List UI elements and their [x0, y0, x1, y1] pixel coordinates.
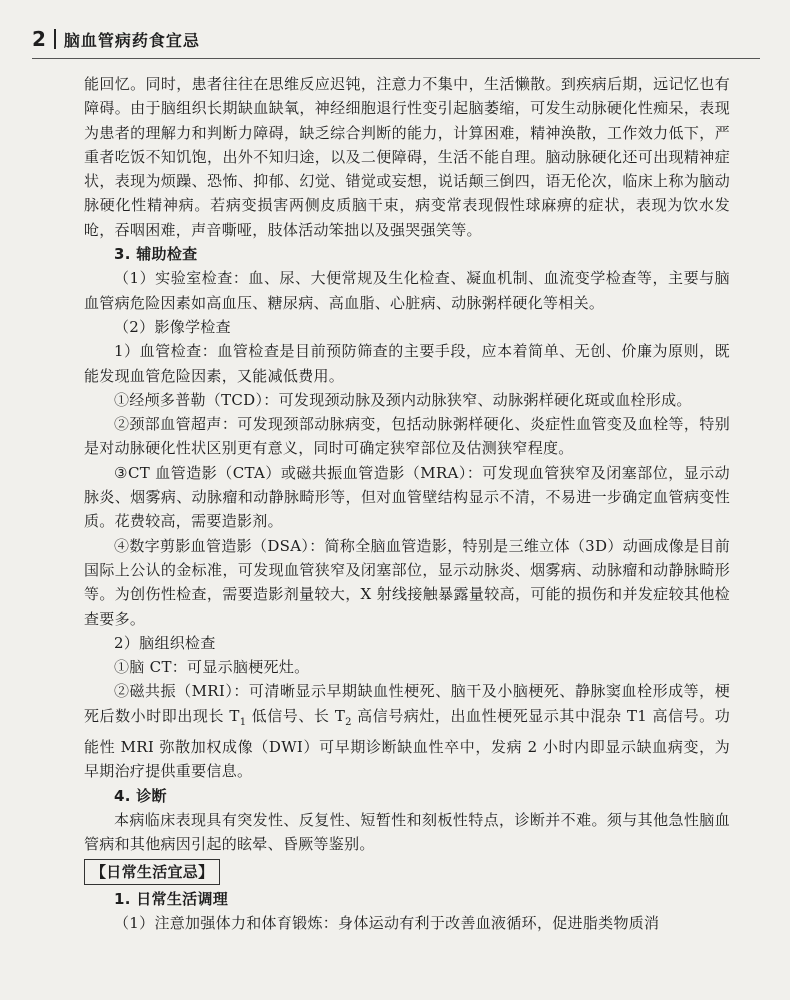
paragraph-diagnosis: 本病临床表现具有突发性、反复性、短暂性和刻板性特点，诊断并不难。须与其他急性脑血管病和其他病因引起的眩晕、昏厥等鉴别。 — [84, 810, 730, 854]
mri-text-a: ②磁共振（MRI）：可清晰显示早期缺血性梗死、脑干及小脑梗死、静脉窦血栓形成等，梗死后数小时即出现长 T — [84, 682, 730, 725]
paragraph-mri — [84, 679, 730, 783]
paragraph-cta-mra: ③CT 血管造影（CTA）或磁共振血管造影（MRA）：可发现血管狭窄及闭塞部位，显示动脉炎、烟雾病、动脉瘤和动静脉畸形等，但对血管壁结构显示不清，不易进一步确定血管病变性质。花费较高，需要造影剂。 — [84, 463, 730, 531]
section-heading-wrapper — [84, 857, 730, 887]
heading-diagnosis: 4. 诊断 — [114, 786, 167, 805]
mri-text-b: 低信号、长 T — [246, 706, 346, 725]
mri-subscript-2: 2 — [345, 716, 352, 728]
header-rule — [32, 58, 760, 59]
page-body — [84, 72, 730, 935]
paragraph-tcd: ①经颅多普勒（TCD）：可发现颈动脉及颈内动脉狭窄、动脉粥样硬化斑或血栓形成。 — [114, 390, 692, 409]
paragraph-cognitive: 能回忆。同时，患者往往在思维反应迟钝，注意力不集中，生活懒散。到疾病后期，远记忆也有障碍。由于脑组织长期缺血缺氧，神经细胞退行性变引起脑萎缩，可发生动脉硬化性痴呆，表现为患者的理解力和判断力障碍，缺乏综合判断的能力，计算困难，精神涣散，工作效力低下，严重者吃饭不知饥饱，出外不知归途，以及二便障碍，生活不能自理。脑动脉硬化还可出现精神症状，表现为烦躁、恐怖、抑郁、幻觉、错觉或妄想，说话颠三倒四，语无伦次，临床上称为脑动脉硬化性精神病。若病变损害两侧皮质脑干束，病变常表现假性球麻痹的症状，表现为饮水发呛，吞咽困难，声音嘶哑，肢体活动笨拙以及强哭强笑等。 — [84, 75, 730, 239]
heading-imaging: （2）影像学检查 — [114, 317, 231, 336]
running-title: 脑血管病药食宜忌 — [63, 30, 200, 50]
heading-daily-care: 1. 日常生活调理 — [114, 889, 229, 908]
header-divider — [54, 29, 56, 49]
page-number: 2 — [32, 27, 46, 51]
paragraph-vessel-exam: 1）血管检查：血管检查是目前预防筛查的主要手段，应本着简单、无创、价廉为原则，既能发现血管危险因素，又能减低费用。 — [84, 342, 730, 385]
mri-text-c: 高信号病灶，出血性梗死显示其中混杂 T1 高信号。功能性 MRI 弥散加权成像（DWI）可早期诊断缺血性卒中，发病 2 小时内即显示缺血病变，为早期治疗提供重要信息。 — [84, 706, 730, 781]
heading-brain-tissue: 2）脑组织检查 — [114, 633, 216, 652]
heading-auxiliary-exams: 3. 辅助检查 — [114, 245, 198, 264]
paragraph-ultrasound: ②颈部血管超声：可发现颈部动脉病变，包括动脉粥样硬化、炎症性血管变及血栓等，特别是对动脉硬化性状区别更有意义，同时可确定狭窄部位及估测狭窄程度。 — [84, 415, 730, 458]
paragraph-exercise: （1）注意加强体力和体育锻炼：身体运动有利于改善血液循环，促进脂类物质消 — [114, 914, 660, 933]
paragraph-dsa: ④数字剪影血管造影（DSA）：简称全脑血管造影，特别是三维立体（3D）动画成像是目前国际上公认的金标准，可发现血管狭窄及闭塞部位，显示动脉炎、烟雾病、动脉瘤和动静脉畸形等。为创伤性检查，需要造影剂量较大，X 射线接触暴露量较高，可能的损伤和并发症较其他检查要多。 — [84, 536, 730, 628]
page-header — [32, 24, 752, 54]
paragraph-brain-ct: ①脑 CT：可显示脑梗死灶。 — [114, 658, 310, 677]
mri-subscript-1: 1 — [239, 716, 247, 728]
paragraph-lab-tests: （1）实验室检查：血、尿、大便常规及生化检查、凝血机制、血流变学检查等，主要与脑血管病危险因素如高血压、糖尿病、高血脂、心脏病、动脉粥样硬化等相关。 — [84, 269, 730, 312]
section-heading-daily-life: 【日常生活宜忌】 — [84, 859, 220, 885]
